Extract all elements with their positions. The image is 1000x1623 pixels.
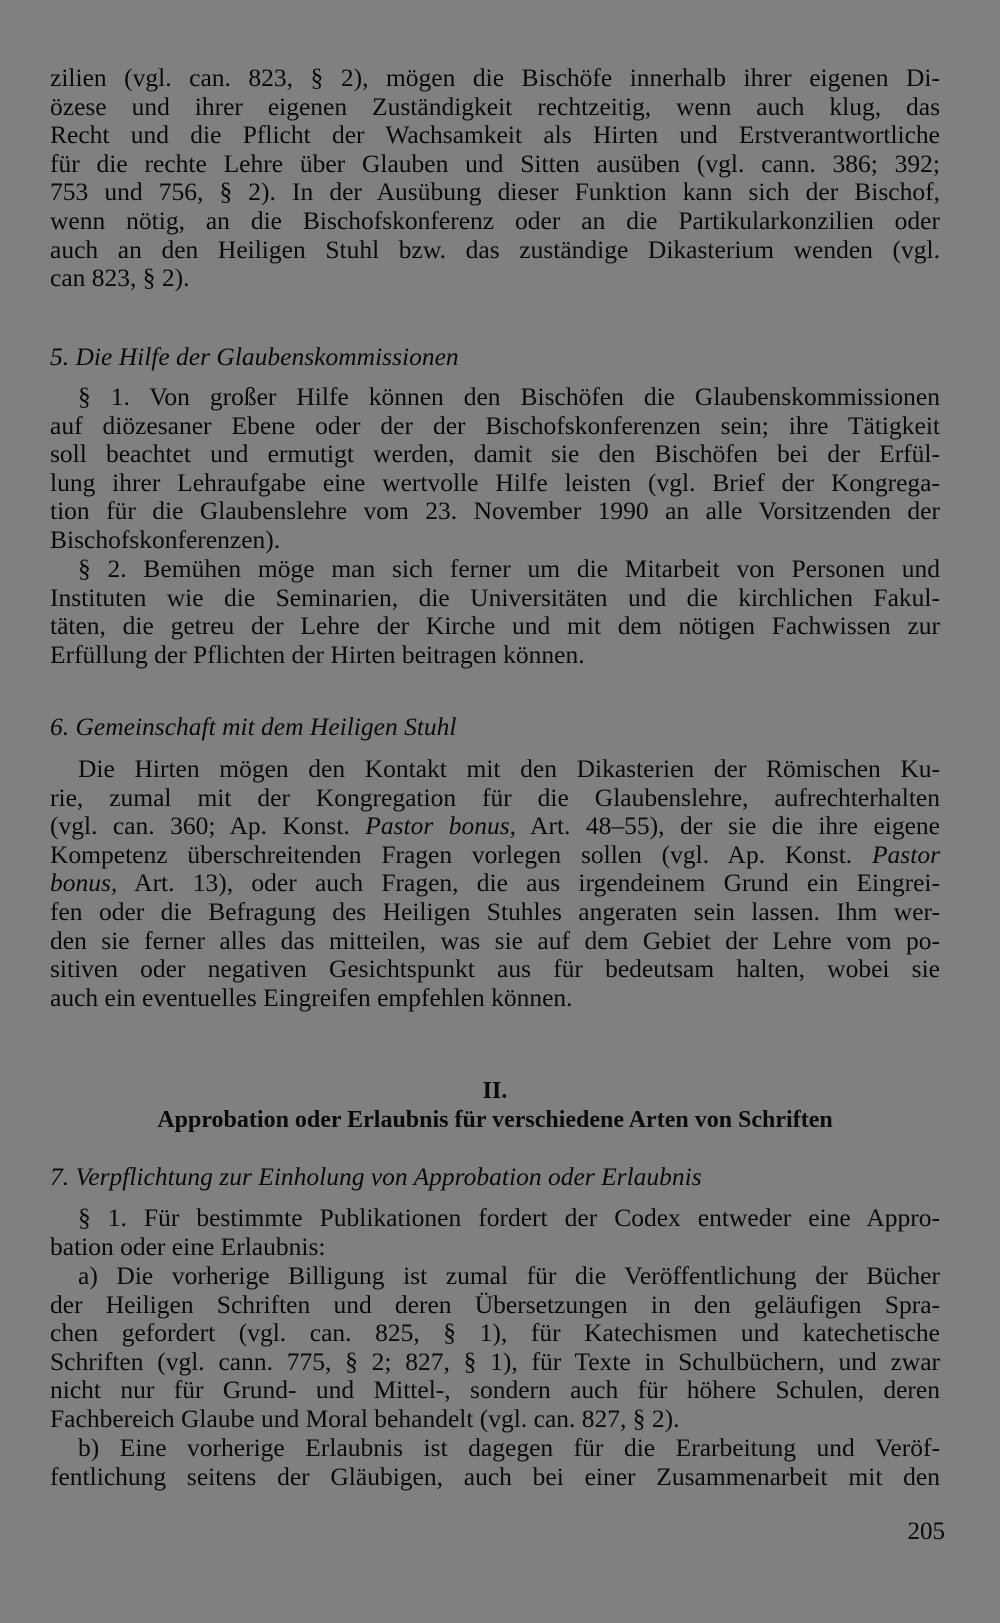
text-line: § 1. Von großer Hilfe können den Bischöfen die Glaubenskommissionen (78, 382, 940, 411)
text-line: zilien (vgl. can. 823, § 2), mögen die Bischöfe innerhalb ihrer eigenen Di- (50, 63, 940, 92)
text-line: nicht nur für Grund- und Mittel-, sondern auch für höhere Schulen, deren (50, 1375, 940, 1405)
text-line (50, 812, 940, 841)
text-line: auf diözesaner Ebene oder der der Bischofskonferenzen sein; ihre Tätigkeit (50, 410, 940, 440)
section-6-heading: 6. Gemeinschaft mit dem Heiligen Stuhl (50, 712, 457, 741)
text-run: Art. 48–55), der sie die ihre eigene (516, 811, 940, 841)
text-line: tion für die Glaubenslehre vom 23. November 1990 an alle Vorsitzenden der (50, 496, 940, 526)
text-line (50, 841, 940, 870)
text-run: Art. 13), oder auch Fragen, die aus irgendeinem Grund ein Eingrei- (117, 868, 940, 898)
text-line (50, 869, 940, 898)
text-line: 753 und 756, § 2). In der Ausübung dieser Funktion kann sich der Bischof, (50, 177, 940, 207)
text-line: wenn nötig, an die Bischofskonferenz oder an die Partikularkonzilien oder (50, 205, 940, 235)
text-line: für die rechte Lehre über Glauben und Sitten ausüben (vgl. cann. 386; 392; (50, 148, 940, 178)
text-line: täten, die getreu der Lehre der Kirche und mit dem nötigen Fachwissen zur (50, 611, 940, 641)
section-7-paragraph-b (50, 1434, 940, 1491)
text-line: bation oder eine Erlaubnis: (50, 1231, 326, 1261)
page-number: 205 (907, 1518, 945, 1545)
text-line: fen oder die Befragung des Heiligen Stuhles angeraten sein lassen. Ihm wer- (50, 896, 940, 926)
text-line: Schriften (vgl. cann. 775, § 2; 827, § 1), für Texte in Schulbüchern, und zwar (50, 1346, 940, 1376)
text-line: fentlichung seitens der Gläubigen, auch bei einer Zusammenarbeit mit den (50, 1461, 940, 1491)
text-line: can 823, § 2). (50, 263, 190, 293)
text-line: lung ihrer Lehraufgabe eine wertvolle Hilfe leisten (vgl. Brief der Kongrega- (50, 467, 940, 497)
section-7-paragraph-1 (50, 1204, 940, 1261)
text-line: auch ein eventuelles Eingreifen empfehlen können. (50, 982, 573, 1012)
section-7-paragraph-a (50, 1262, 940, 1434)
intro-paragraph (50, 64, 940, 293)
text-line: auch an den Heiligen Stuhl bzw. das zuständige Dikasterium wenden (vgl. (50, 234, 940, 264)
text-line: özese und ihrer eigenen Zuständigkeit rechtzeitig, wenn auch klug, das (50, 91, 940, 121)
text-line: Fachbereich Glaube und Moral behandelt (vgl. can. 827, § 2). (50, 1403, 680, 1433)
text-line: der Heiligen Schriften und deren Übersetzungen in den geläufigen Spra- (50, 1289, 940, 1319)
text-line: rie, zumal mit der Kongregation für die Glaubenslehre, aufrechterhalten (50, 782, 940, 812)
text-line: Recht und die Pflicht der Wachsamkeit als Hirten und Erstverantwortliche (50, 120, 940, 150)
text-line: soll beachtet und ermutigt werden, damit sie den Bischöfen bei der Erfül- (50, 439, 940, 469)
text-line: § 1. Für bestimmte Publikationen fordert der Codex entweder eine Appro- (78, 1203, 940, 1232)
italic-title: Pastor bonus, (365, 811, 517, 841)
text-run: (vgl. can. 360; Ap. Konst. (50, 811, 366, 841)
section-5-heading: 5. Die Hilfe der Glaubenskommissionen (50, 342, 459, 371)
italic-title: Pastor (871, 839, 940, 869)
text-line: Instituten wie die Seminarien, die Universitäten und die kirchlichen Fakul- (50, 582, 940, 612)
text-line: a) Die vorherige Billigung ist zumal für die Veröffentlichung der Bücher (78, 1261, 940, 1290)
text-line: den sie ferner alles das mitteilen, was sie auf dem Gebiet der Lehre vom po- (50, 925, 940, 955)
text-line: sitiven oder negativen Gesichtspunkt aus für bedeutsam halten, wobei sie (50, 954, 940, 984)
part-title: Approbation oder Erlaubnis für verschiedene Arten von Schriften (157, 1107, 833, 1133)
text-line: Die Hirten mögen den Kontakt mit den Dikasterien der Römischen Ku- (78, 754, 940, 783)
text-line: Erfüllung der Pflichten der Hirten beitragen können. (50, 639, 585, 669)
section-5-paragraph-1 (50, 383, 940, 555)
section-5-paragraph-2 (50, 555, 940, 669)
text-line: b) Eine vorherige Erlaubnis ist dagegen für die Erarbeitung und Veröf- (78, 1433, 940, 1462)
part-numeral: II. (482, 1078, 508, 1104)
text-line: Bischofskonferenzen). (50, 524, 281, 554)
text-line: chen gefordert (vgl. can. 825, § 1), für Katechismen und katechetische (50, 1318, 940, 1348)
text-run: Kompetenz überschreitenden Fragen vorlegen sollen (vgl. Ap. Konst. (50, 839, 872, 869)
section-7-heading: 7. Verpflichtung zur Einholung von Approbation oder Erlaubnis (50, 1162, 702, 1191)
italic-title: bonus, (50, 868, 118, 898)
section-6-paragraph (50, 755, 940, 1012)
text-line: § 2. Bemühen möge man sich ferner um die Mitarbeit von Personen und (78, 554, 940, 583)
